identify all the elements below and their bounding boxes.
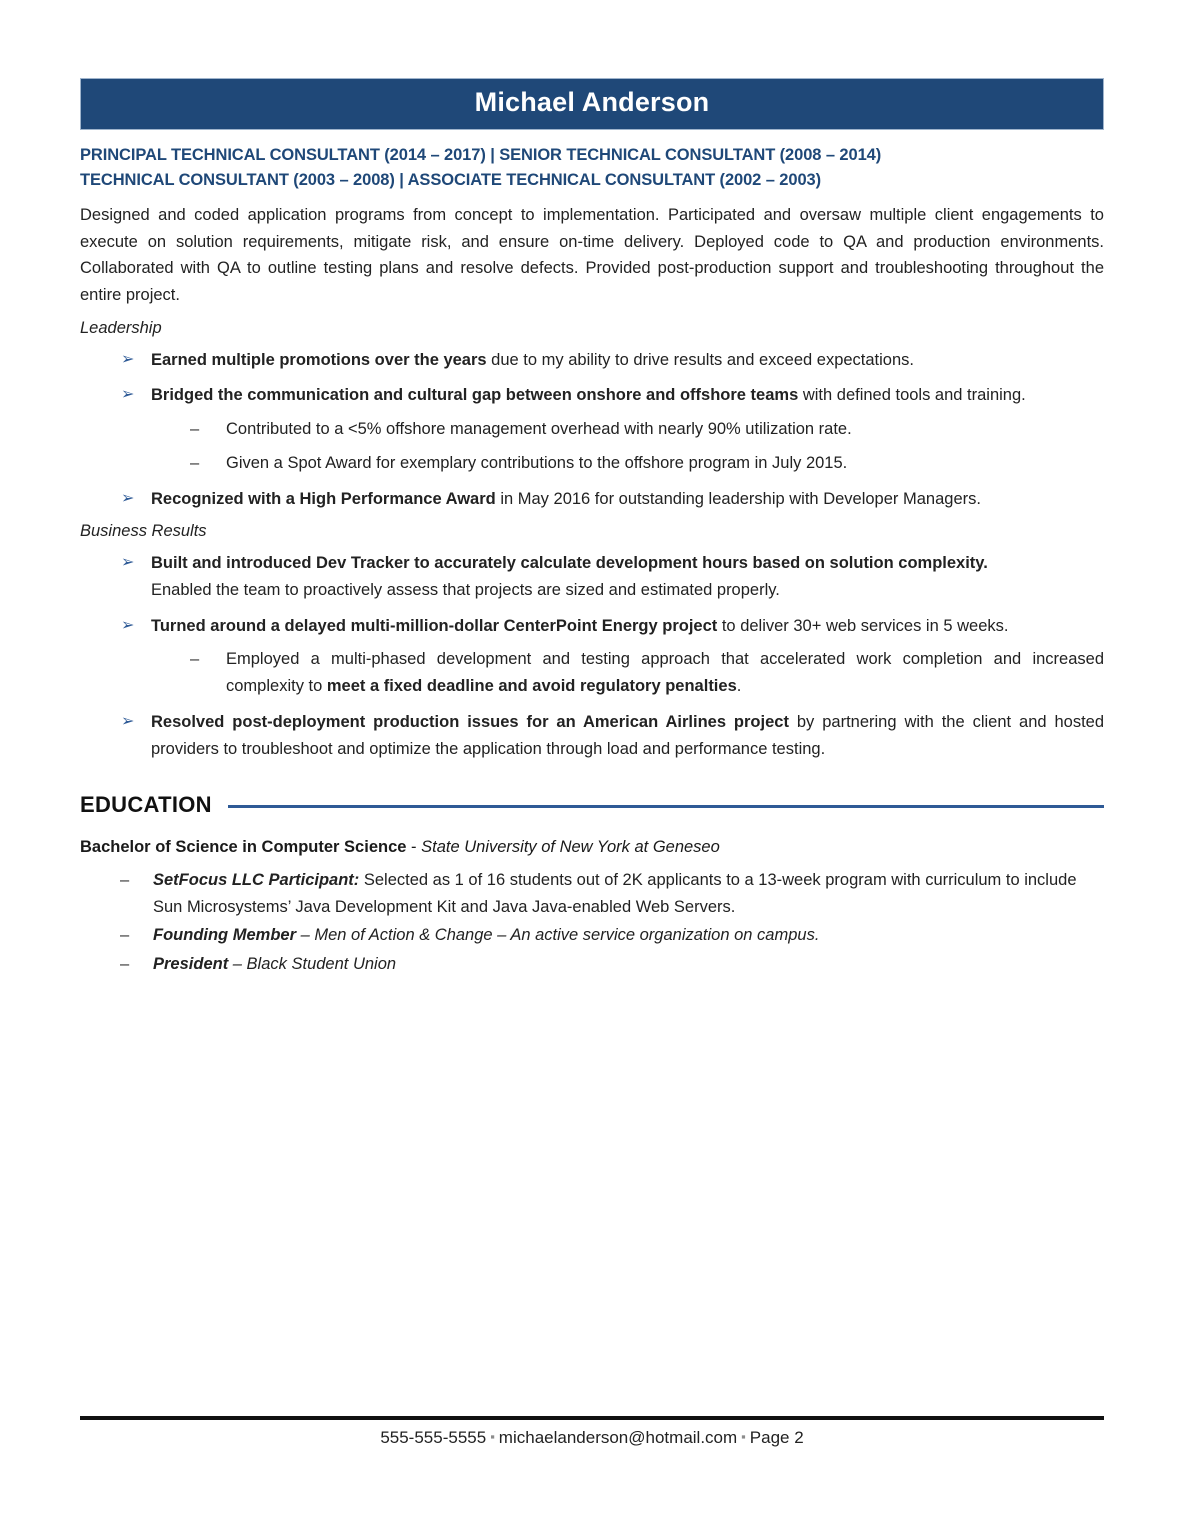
arrow-bullet-icon: ➢: [121, 386, 135, 404]
arrow-bullet-icon: ➢: [121, 554, 135, 572]
list-item: [80, 416, 1104, 443]
leadership-bullet-list: [80, 347, 1104, 513]
list-item: [80, 613, 1104, 640]
arrow-bullet-icon: ➢: [121, 489, 135, 507]
degree-name: Bachelor of Science in Computer Science: [80, 838, 407, 857]
list-item: [80, 646, 1104, 699]
bullet-rest-text: by partnering with the client and hosted providers to troubleshoot and optimize the application through load and performance testing.: [151, 712, 1105, 758]
section-title: EDUCATION: [80, 792, 212, 818]
sub-bullet-text-bold: meet a fixed deadline and avoid regulatory penalties: [326, 677, 737, 696]
list-item: [80, 867, 1104, 920]
name-header-bar: [80, 78, 1104, 130]
education-item-label: SetFocus LLC Participant:: [153, 871, 360, 890]
education-item-label: President: [153, 955, 229, 974]
role-summary-paragraph: Designed and coded application programs from concept to implementation. Participated and oversaw multiple client engagements to execute on solution requirements, mitigate risk, and ensure on-time delivery. Deployed code to QA and production environments. Collaborated with QA to outline testing plans and resolve defects. Provided post-production support and troubleshooting throughout the entire project.: [80, 205, 1104, 304]
dash-bullet-icon: –: [190, 420, 200, 439]
footer-separator-icon: ▪: [741, 1429, 746, 1444]
degree-school: State University of New York at Geneseo: [421, 838, 720, 857]
bullet-lead-text: Resolved post-deployment production issues for an American Airlines project: [151, 712, 789, 731]
footer-page-number: Page 2: [749, 1428, 804, 1447]
bullet-rest-text: in May 2016 for outstanding leadership with Developer Managers.: [495, 489, 981, 508]
footer-email: michaelanderson@hotmail.com: [498, 1428, 738, 1447]
bullet-lead-text: Turned around a delayed multi-million-dollar CenterPoint Energy project: [151, 616, 718, 635]
sub-bullet-text-tail: .: [736, 677, 742, 696]
business-results-bullet-list: [80, 550, 1104, 762]
education-item-text: – Black Student Union: [228, 955, 397, 974]
sub-bullet-text-lead: Employed a multi-phased development and testing approach that accelerated work completion and increased complexity to: [226, 650, 1104, 696]
footer-separator-icon: ▪: [490, 1429, 495, 1444]
bullet-lead-text: Earned multiple promotions over the years: [151, 350, 487, 369]
education-item-text: Selected as 1 of 16 students out of 2K applicants to a 13-week program with curriculum to include Sun Microsystems’ Java Development Kit and Java Java-enabled Web Servers.: [153, 871, 1077, 916]
footer-divider-rule: [80, 1416, 1104, 1420]
list-item: [80, 709, 1104, 762]
footer-phone: 555-555-5555: [380, 1428, 487, 1447]
education-item-text: – Men of Action & Change – An active service organization on campus.: [296, 926, 820, 945]
arrow-bullet-icon: ➢: [121, 616, 135, 634]
bullet-lead-text: Recognized with a High Performance Award: [151, 489, 496, 508]
list-item: [80, 450, 1104, 477]
page-footer: [80, 1428, 1104, 1448]
bullet-rest-text: to deliver 30+ web services in 5 weeks.: [717, 616, 1009, 635]
degree-line: [80, 834, 1104, 861]
dash-bullet-icon: –: [190, 453, 200, 472]
job-title-line-2: TECHNICAL CONSULTANT (2003 – 2008) | ASSOCIATE TECHNICAL CONSULTANT (2002 – 2003): [80, 171, 821, 190]
list-item: [80, 922, 1104, 949]
sub-bullet-text: Contributed to a <5% offshore management overhead with nearly 90% utilization rate.: [226, 420, 852, 439]
bullet-lead-text: Built and introduced Dev Tracker to accurately calculate development hours based on solution complexity.: [151, 554, 988, 573]
dash-bullet-icon: –: [120, 871, 130, 890]
page-content: [80, 78, 1104, 978]
job-title-line-1: PRINCIPAL TECHNICAL CONSULTANT (2014 – 2017) | SENIOR TECHNICAL CONSULTANT (2008 – 2014): [80, 145, 882, 164]
dash-bullet-icon: –: [190, 650, 200, 669]
list-item: [80, 486, 1104, 513]
list-item: [80, 550, 1104, 603]
sub-bullet-text: Given a Spot Award for exemplary contributions to the offshore program in July 2015.: [226, 453, 848, 472]
section-divider-rule: [228, 805, 1104, 808]
arrow-bullet-icon: ➢: [121, 712, 135, 730]
bullet-lead-text: Bridged the communication and cultural gap between onshore and offshore teams: [151, 386, 799, 405]
job-titles-block: [80, 143, 1104, 194]
degree-separator: -: [406, 838, 422, 857]
leadership-subheading: Leadership: [80, 318, 162, 337]
education-bullet-list: [80, 867, 1104, 978]
bullet-rest-text: with defined tools and training.: [798, 386, 1026, 405]
education-section-header: [80, 792, 1104, 818]
education-item-label: Founding Member: [153, 926, 296, 945]
list-item: [80, 951, 1104, 978]
list-item: [80, 347, 1104, 374]
candidate-name: Michael Anderson: [474, 87, 710, 117]
list-item: [80, 382, 1104, 409]
dash-bullet-icon: –: [120, 955, 130, 974]
bullet-continuation-text: Enabled the team to proactively assess that projects are sized and estimated properly.: [151, 581, 780, 599]
dash-bullet-icon: –: [120, 926, 130, 945]
arrow-bullet-icon: ➢: [121, 350, 135, 368]
business-results-subheading: Business Results: [80, 522, 207, 541]
bullet-rest-text: due to my ability to drive results and exceed expectations.: [486, 350, 914, 369]
